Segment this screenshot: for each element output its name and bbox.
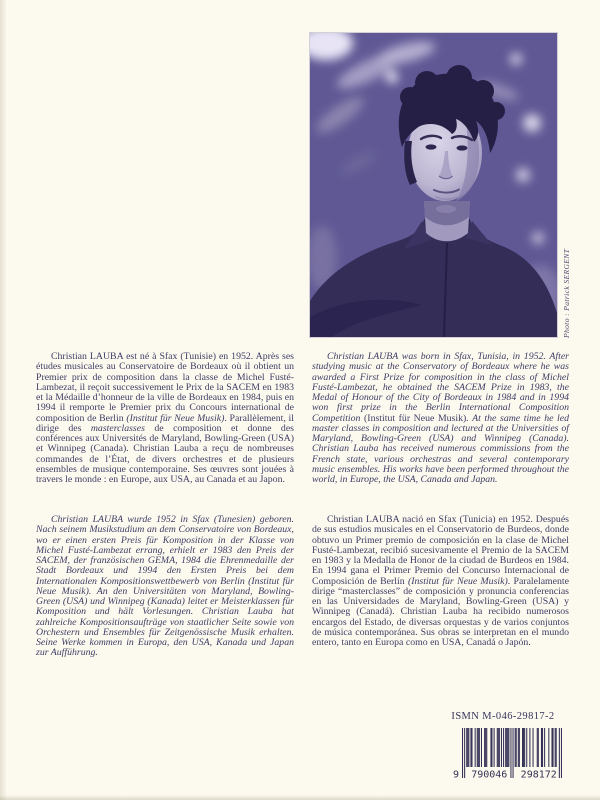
barcode-bar (524, 728, 525, 767)
bio-text-segment: (Institut für Neue Musik) (407, 575, 508, 587)
barcode-bar (477, 728, 478, 767)
barcode-bar (491, 728, 492, 767)
barcode-bar (544, 728, 545, 767)
barcode-bar (464, 728, 465, 778)
barcode-bar (470, 728, 471, 767)
barcode-bar (468, 728, 469, 767)
barcode-bar (485, 728, 486, 767)
barcode-bar (516, 728, 517, 767)
barcode-bar (526, 728, 527, 767)
photo-credit: Photo : Patrick SERGENT (562, 248, 571, 338)
barcode-bar (537, 728, 538, 767)
bio-text-segment: . Paralelamente dirige “masterclasses” de composición y pronuncia conferencias en las Universidades de Maryland, Bowling-Green (USA) y Winnipeg (Canadá). Christian Lauba ha recibido numerosos encargos del Estado, de diversas orquestas y de varios conjuntos de música contemporánea. Sus obras se interpretan en el mundo entero, tanto en Europa como en USA, Canadá o Japón. (312, 575, 569, 648)
barcode-bar (501, 728, 502, 767)
barcode-bar (510, 728, 511, 778)
barcode-bar (505, 728, 506, 767)
bio-paragraph-german (36, 515, 294, 659)
bio-paragraph-french (36, 352, 294, 485)
bio-text-segment: masterclasses (90, 422, 145, 434)
barcode-bar (481, 728, 482, 767)
barcode-bar (556, 728, 557, 767)
barcode-bar (503, 728, 504, 767)
barcode-bar (515, 728, 516, 767)
barcode-bar (555, 728, 556, 767)
barcode-bar (486, 728, 487, 767)
barcode-bar (519, 728, 520, 767)
barcode-bar (508, 728, 509, 767)
barcode-bar (538, 728, 539, 767)
barcode-bar (462, 728, 463, 778)
hair-curl (487, 102, 505, 120)
barcode-bar (478, 728, 479, 767)
barcode-bar (559, 728, 560, 778)
barcode-bar (467, 728, 468, 767)
barcode-bar (513, 728, 514, 778)
bio-text-segment: Christian LAUBA nació en Sfax (Tunicia) en 1952. Después de sus estudios musicales en el Conservatorio de Burdeos, donde obtuvo un Primer premio de composición en la clase de Michel Fusté-Lambezat, recibió sucesivamente el Premio de la SACEM en 1983 y la Medalla de Honor de la ciudad de Burdeos en 1984. En 1994 gana el Primer Premio del Concurso Internacional de Composición de Berlín (312, 514, 569, 587)
hair-curl (472, 80, 494, 102)
portrait-photo (310, 33, 557, 337)
bio-text-segment: de composition et donne des conférences aux Universités de Maryland, Bowling-Green (USA) et Winnipeg (Canada). Christian Lauba a reçu de nombreuses commandes de l’État, de divers orchestres et de plusieurs ensembles de musique contemporaine. Ses œuvres sont jouées à travers le monde : en Europe, aux USA, au Canada et au Japon. (36, 422, 294, 485)
barcode-bar (499, 728, 500, 767)
bio-text-segment: (Institut für Neue Musik) (364, 412, 467, 424)
barcode-bar (561, 728, 562, 778)
barcode-bar (475, 728, 476, 767)
barcode-digits: 9 (453, 769, 460, 781)
barcode-digits: 790046 (471, 769, 508, 781)
barcode-bar (466, 728, 467, 767)
barcode-bar (484, 728, 485, 767)
eye-right (457, 145, 468, 150)
bio-text-segment: (Institut für Neue Musik) (126, 412, 225, 424)
barcode-bar (542, 728, 543, 767)
bio-text-segment: . At the same time he led master classes in composition and lectured at the Universities of Maryland, Bowling-Green (USA) and Winnipeg (Canada). Christian Lauba has received numerous commissions from the French state, various orchestras and several contemporary music ensembles. His works have been performed throughout the world, in Europe, the USA, Canada and Japan. (312, 412, 570, 485)
bio-text-segment: Christian LAUBA wurde 1952 in Sfax (Tunesien) geboren. Nach seinem Musikstudium an dem Conservatoire von Bordeaux, wo er einen ersten Preis für Komposition in der Klasse von Michel Fusté-Lambezat errang, erhielt er 1983 den Preis der SACEM, der französischen GEMA, 1984 die Ehrenmedaille der Stadt Bordeaux und 1994 den Ersten Preis bei dem Internationalen Kompositionswettbewerb von Berlin (Institut für Neue Musik). An den Universitäten von Maryland, Bowling-Green (USA) und Winnipeg (Kanada) leitet er Meisterklassen für Komposition und hält Vorlesungen. Christian Lauba hat zahlreiche Kompositionsaufträge von staatlicher Seite sowie von Orchestern und Ensembles für Zeitgenössische Musik erhalten. Seine Werke kommen in Europa, den USA, Kanada und Japan zur Aufführung. (36, 514, 294, 659)
barcode-bar (551, 728, 552, 767)
barcode-bar (494, 728, 495, 767)
barcode-digits: 298172 (520, 769, 557, 781)
barcode-bar (498, 728, 499, 767)
hair-curl (400, 87, 420, 107)
barcode-bar (529, 728, 530, 767)
ean-barcode-graphic (453, 728, 565, 781)
bio-text-segment: Christian LAUBA est né à Sfax (Tunisie) en 1952. Après ses études musicales au Conservatoire de Bordeaux où il obtient un Premier prix de composition dans la classe de Michel Fusté-Lambezat, il reçoit successivement le Prix de la SACEM en 1983 et la Médaille d’honneur de la ville de Bordeaux en 1984, puis en 1994 il remporte le Premier prix du Concours international de composition de Berlin (36, 351, 294, 424)
bio-paragraph-spanish (312, 515, 569, 648)
barcode-bar (533, 728, 534, 767)
bio-text-segment: . Parallèlement, il dirige des (36, 412, 294, 434)
barcode-bar (479, 728, 480, 767)
ismn-number: ISMN M-046-29817-2 (451, 711, 555, 722)
barcode-bar (548, 728, 549, 767)
eye-left (426, 144, 437, 149)
bio-text-segment: Christian LAUBA was born in Sfax, Tunisia, in 1952. After studying music at the Conservatory of Bordeaux where he was awarded a First Prize for composition in the class of Michel Fusté-Lambezat, he obtained the SACEM Prize in 1983, the Medal of Honour of the City of Bordeaux in 1984 and in 1994 won first prize in the Berlin International Composition Competition (312, 351, 569, 424)
barcode-bar (523, 728, 524, 767)
bio-paragraph-english (312, 352, 569, 485)
barcode-bar (506, 728, 507, 767)
barcode-bar (553, 728, 554, 767)
barcode-bar (507, 728, 508, 767)
barcode-bar (522, 728, 523, 767)
ean-barcode (453, 728, 565, 781)
barcode-bar (471, 728, 472, 767)
barcode-bar (490, 728, 491, 767)
portrait-illustration (310, 33, 557, 337)
barcode-bar (497, 728, 498, 767)
barcode-bar (518, 728, 519, 767)
hair-curl (446, 65, 472, 91)
hair-curl (415, 71, 439, 95)
chin-shadow (436, 205, 456, 213)
barcode-bar (541, 728, 542, 767)
